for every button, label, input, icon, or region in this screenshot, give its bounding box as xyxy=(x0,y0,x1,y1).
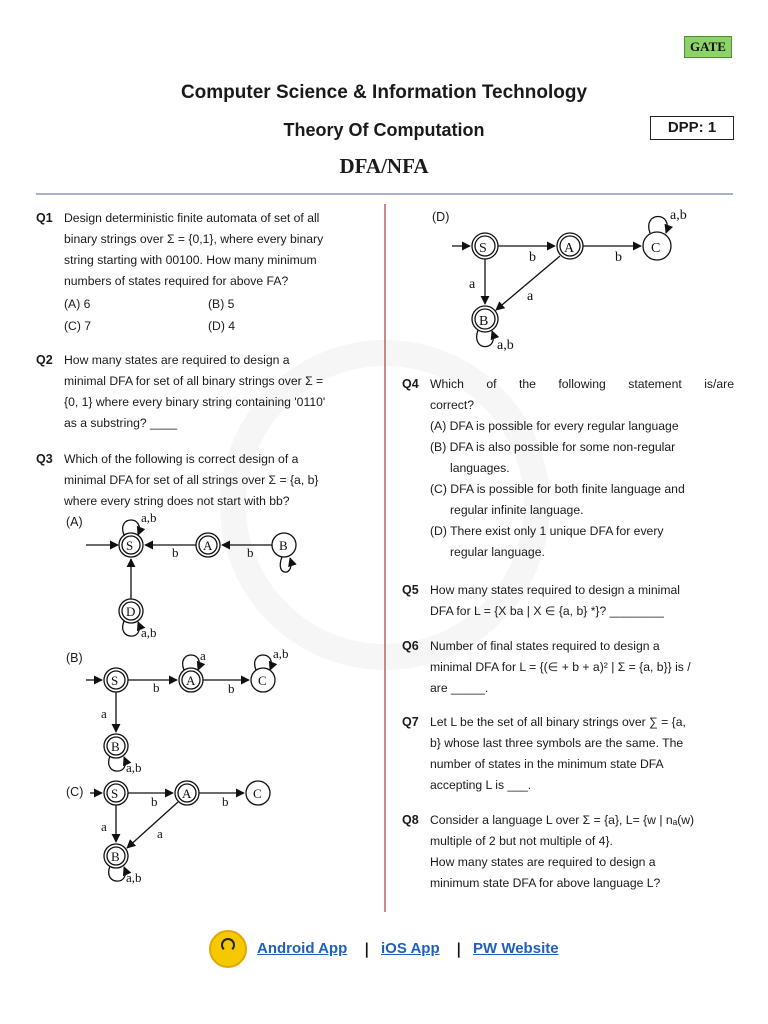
question-number: Q5 xyxy=(402,583,419,597)
question-line: are _____. xyxy=(430,681,489,695)
state-label: B xyxy=(479,314,489,329)
state-label: D xyxy=(126,604,136,619)
edge-label: b xyxy=(529,250,536,265)
pw-website-link[interactable]: PW Website xyxy=(473,940,559,957)
state-label: S xyxy=(111,673,119,688)
question-number: Q6 xyxy=(402,639,419,653)
question-line: string starting with 00100. How many minimum xyxy=(64,253,317,267)
edge-label: b xyxy=(247,545,254,560)
option-b: (B) 5 xyxy=(208,297,235,311)
option-a: (A) 6 xyxy=(64,297,91,311)
edge-label: a xyxy=(101,706,107,721)
edge-label: a,b xyxy=(126,870,142,885)
subject-title: Theory Of Computation xyxy=(283,120,485,140)
question-line: multiple of 2 but not multiple of 4}. xyxy=(430,834,613,848)
android-app-link[interactable]: Android App xyxy=(257,940,348,957)
option-label-b: (B) xyxy=(66,651,83,665)
edge-label: a xyxy=(157,826,163,841)
separator: | xyxy=(364,940,370,958)
question-line: number of states in the minimum state DFA xyxy=(430,757,664,771)
question-line: DFA for L = {X ba | X ∈ {a, b} *}? ________ xyxy=(430,604,664,618)
topic-title: DFA/NFA xyxy=(339,154,429,178)
question-number: Q4 xyxy=(402,377,419,391)
edge-label: b xyxy=(222,794,229,809)
separator: | xyxy=(456,940,462,958)
question-number: Q8 xyxy=(402,813,419,827)
question-number: Q1 xyxy=(36,211,53,225)
option-d: (D) There exist only 1 unique DFA for every xyxy=(430,524,664,538)
state-label: B xyxy=(111,739,120,754)
question-line: Which of the following is correct design of a xyxy=(64,452,299,466)
edge-label: a,b xyxy=(670,208,687,223)
question-line: Design deterministic finite automata of set of all xyxy=(64,211,320,225)
state-label: C xyxy=(651,241,661,256)
edge-label: a,b xyxy=(141,625,157,640)
edge-label: a,b xyxy=(141,510,157,525)
question-line: minimal DFA for L = {(∈ + b + a)² | Σ = {a, b}} is / xyxy=(430,660,691,674)
option-c-cont: regular infinite language. xyxy=(450,503,584,517)
question-line: Let L be the set of all binary strings over ∑ = {a, xyxy=(430,715,686,729)
option-label-a: (A) xyxy=(66,515,83,529)
question-line: Which of the following statement is/are xyxy=(430,377,734,391)
state-label: A xyxy=(182,786,192,801)
edge-label: a xyxy=(101,819,107,834)
question-line: b} whose last three symbols are the same. The xyxy=(430,736,684,750)
option-label-d: (D) xyxy=(432,210,450,224)
dfa-option-a xyxy=(86,520,296,636)
edge-label: b xyxy=(172,545,179,560)
state-label: C xyxy=(258,673,267,688)
customer-service-icon xyxy=(209,930,247,968)
question-number: Q3 xyxy=(36,452,53,466)
question-line: minimum state DFA for above language L? xyxy=(430,876,661,890)
state-label: A xyxy=(564,241,575,256)
option-a: (A) DFA is possible for every regular language xyxy=(430,419,679,433)
edge-label: a,b xyxy=(126,760,142,775)
state-label: C xyxy=(253,786,262,801)
edge-label: b xyxy=(153,680,160,695)
dpp-badge: DPP: 1 xyxy=(650,116,734,140)
question-line: minimal DFA for set of all binary strings over Σ = xyxy=(64,374,324,388)
state-label: S xyxy=(479,241,487,256)
state-label: B xyxy=(279,538,288,553)
state-label: A xyxy=(203,538,213,553)
question-line: as a substring? ____ xyxy=(64,416,178,430)
edge-label: a,b xyxy=(497,338,514,353)
question-line: where every string does not start with bb? xyxy=(64,494,290,508)
option-c: (C) DFA is possible for both finite language and xyxy=(430,482,685,496)
question-line: Consider a language L over Σ = {a}, L= {w | nₐ(w) xyxy=(430,813,695,827)
option-d-cont: regular language. xyxy=(450,545,545,559)
question-line: correct? xyxy=(430,398,475,412)
state-label: S xyxy=(111,786,119,801)
question-line: How many states are required to design a xyxy=(430,855,656,869)
question-number: Q2 xyxy=(36,353,53,367)
edge-label: b xyxy=(228,681,235,696)
footer-links xyxy=(0,930,768,970)
question-line: minimal DFA for set of all strings over Σ = {a, b} xyxy=(64,473,319,487)
ios-app-link[interactable]: iOS App xyxy=(381,940,440,957)
page-title: Computer Science & Information Technology xyxy=(180,82,588,103)
edge-label: a xyxy=(527,289,534,304)
option-d: (D) 4 xyxy=(208,319,236,333)
option-b: (B) DFA is also possible for some non-regular xyxy=(430,440,676,454)
question-line: numbers of states required for above FA? xyxy=(64,274,289,288)
option-c: (C) 7 xyxy=(64,319,92,333)
edge-label: b xyxy=(615,250,622,265)
state-label: S xyxy=(126,538,134,553)
option-b-cont: languages. xyxy=(450,461,510,475)
question-line: Number of final states required to design a xyxy=(430,639,660,653)
state-label: A xyxy=(186,673,196,688)
edge-label: a xyxy=(200,648,206,663)
option-label-c: (C) xyxy=(66,785,84,799)
edge-label: a,b xyxy=(273,646,289,661)
edge-label: a xyxy=(469,277,476,292)
question-line: binary strings over Σ = {0,1}, where every binary xyxy=(64,232,324,246)
question-line: accepting L is ___. xyxy=(430,778,532,792)
question-line: How many states required to design a minimal xyxy=(430,583,680,597)
question-line: {0, 1} where every binary string containing '0110' xyxy=(64,395,326,409)
question-line: How many states are required to design a xyxy=(64,353,290,367)
state-label: B xyxy=(111,849,120,864)
edge-label: b xyxy=(151,794,158,809)
question-number: Q7 xyxy=(402,715,419,729)
gate-badge: GATE xyxy=(684,36,732,58)
